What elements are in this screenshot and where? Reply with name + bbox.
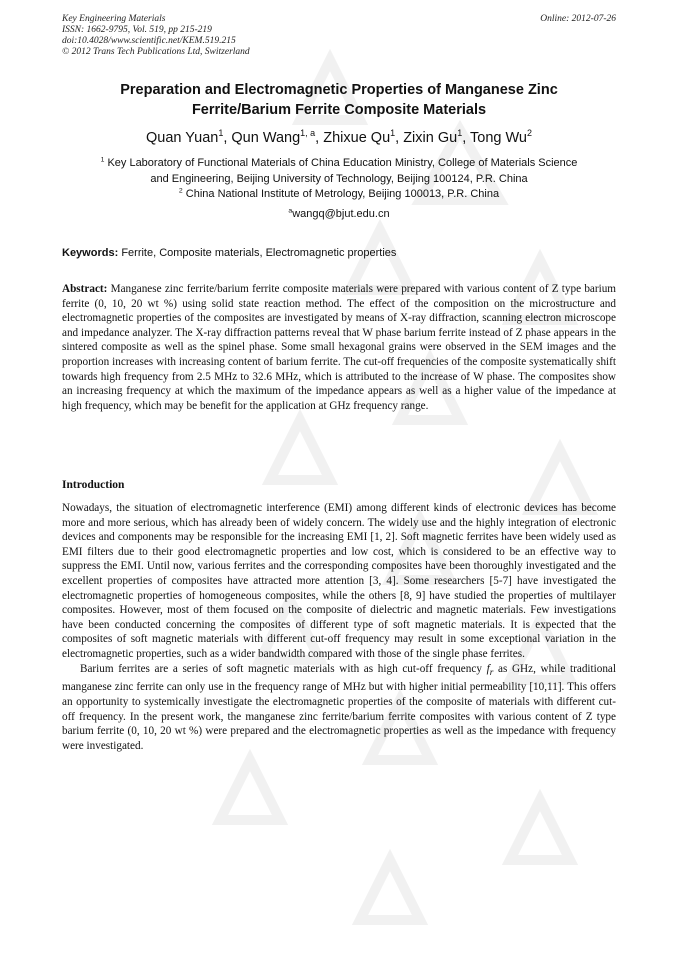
title-line-1: Preparation and Electromagnetic Properties of Manganese Zinc (120, 82, 558, 98)
affiliation-1-cont: and Engineering, Beijing University of Technology, Beijing 100124, P.R. China (150, 172, 528, 185)
online-date: Online: 2012-07-26 (540, 14, 616, 24)
affiliation-1: $^1$ Key Laboratory of Functional Materials of China Education Ministry, College of Materials Science (100, 156, 578, 169)
keywords-text: Ferrite, Composite materials, Electromagnetic properties (121, 247, 397, 259)
intro-paragraph-1: Nowadays, the situation of electromagnetic interference (EMI) among different kinds of electronic devices has become more and more serious, which has already been of widely concern. The widely use and the highly integration of electronic devices and components may be responsible for the increasing EMI [1, 2]. Soft magnetic ferrites have been widely used as EMI filters due to their good electromagnetic properties and low cost, which is considered to be an effective way to suppress the EMI. Until now, various ferrites and the corresponding composites have been thoroughly investigated and the excellent properties of composites have attracted more attention [3, 4]. Some researchers [5-7] have investigated the electromagnetic properties of homogeneous composites, while the others [8, 9] have studied the properties of multilayer composites. However, most of them focused on the composite of dielectric and magnetic materials. Few investigations have been conducted concerning the composites of different type of soft magnetic materials. It is expected that the composites of soft magnetic materials with different cut-off frequency may result in some exceptional variation in the electromagnetic properties, such as a wider bandwidth compared with those of the single phase ferrites. (62, 502, 616, 660)
paper-title (62, 80, 616, 120)
section-heading-introduction: Introduction (62, 479, 125, 491)
abstract (62, 282, 616, 413)
abstract-text: Manganese zinc ferrite/barium ferrite composite materials were prepared with various content of Z type barium ferrite (0, 10, 20 wt %) using solid state reaction method. The effect of the composition on the microstructure and electromagnetic properties of the composites are investigated by means of X-ray diffraction, scanning electron microscope and impedance analyzer. The X-ray diffraction patterns reveal that W phase barium ferrite instead of Z phase appears in the sintered composite as well as the spinel phase. Some small hexagonal grains were observed in the SEM images and the proportion increases with increasing content of barium ferrite. The cut-off frequencies of the composite systematically shift towards high frequency from 2.5 MHz to 32.6 MHz, which is attributed to the increase of W phase. The composites show an increasing frequency at which the maximum of the impedance appears as well as a higher value of the impedance at high frequency, which may be benefit for the application at GHz frequency range. (62, 283, 617, 412)
journal-doi: doi:10.4028/www.scientific.net/KEM.519.215 (62, 36, 236, 46)
title-line-2: Ferrite/Barium Ferrite Composite Materials (191, 102, 487, 118)
abstract-label: Abstract: (62, 283, 108, 295)
affiliation-2: $^2$ China National Institute of Metrology, Beijing 100013, P.R. China (178, 187, 500, 200)
journal-name: Key Engineering Materials (62, 14, 166, 24)
journal-copyright: © 2012 Trans Tech Publications Ltd, Switzerland (62, 47, 250, 57)
intro-paragraph-2: Barium ferrites are a series of soft magnetic materials with as high cut-off frequency $f_r$ as GHz, while traditional manganese zinc ferrite can only use in the frequency range of MHz but with higher initial permeability [10,11]. This offers an opportunity to systemically investigate the electromagnetic properties of the composite of materials with different cut-off frequency. In the present work, the manganese zinc ferrite/barium ferrite composites with various content of Z type barium ferrite (0, 10, 20 wt %) were prepared and the electromagnetic properties as well as the impedance with frequency were investigated. (62, 662, 616, 752)
journal-issn: ISSN: 1662-9795, Vol. 519, pp 215-219 (62, 25, 212, 35)
author: Quan Yuan$^1$, (146, 128, 232, 146)
author: Zixin Gu$^1$, (403, 128, 470, 146)
keywords-label: Keywords: (62, 247, 119, 259)
affiliations (62, 156, 616, 222)
author: Tong Wu$^2$ (470, 128, 532, 146)
introduction-body (62, 501, 616, 753)
author: Qun Wang$^{1, a}$, (231, 128, 324, 146)
journal-header (62, 14, 616, 58)
author: Zhixue Qu$^1$, (323, 128, 404, 146)
author-email: $^a$wangq@bjut.edu.cn (288, 206, 390, 220)
author-list (62, 128, 616, 148)
keywords (62, 246, 616, 261)
